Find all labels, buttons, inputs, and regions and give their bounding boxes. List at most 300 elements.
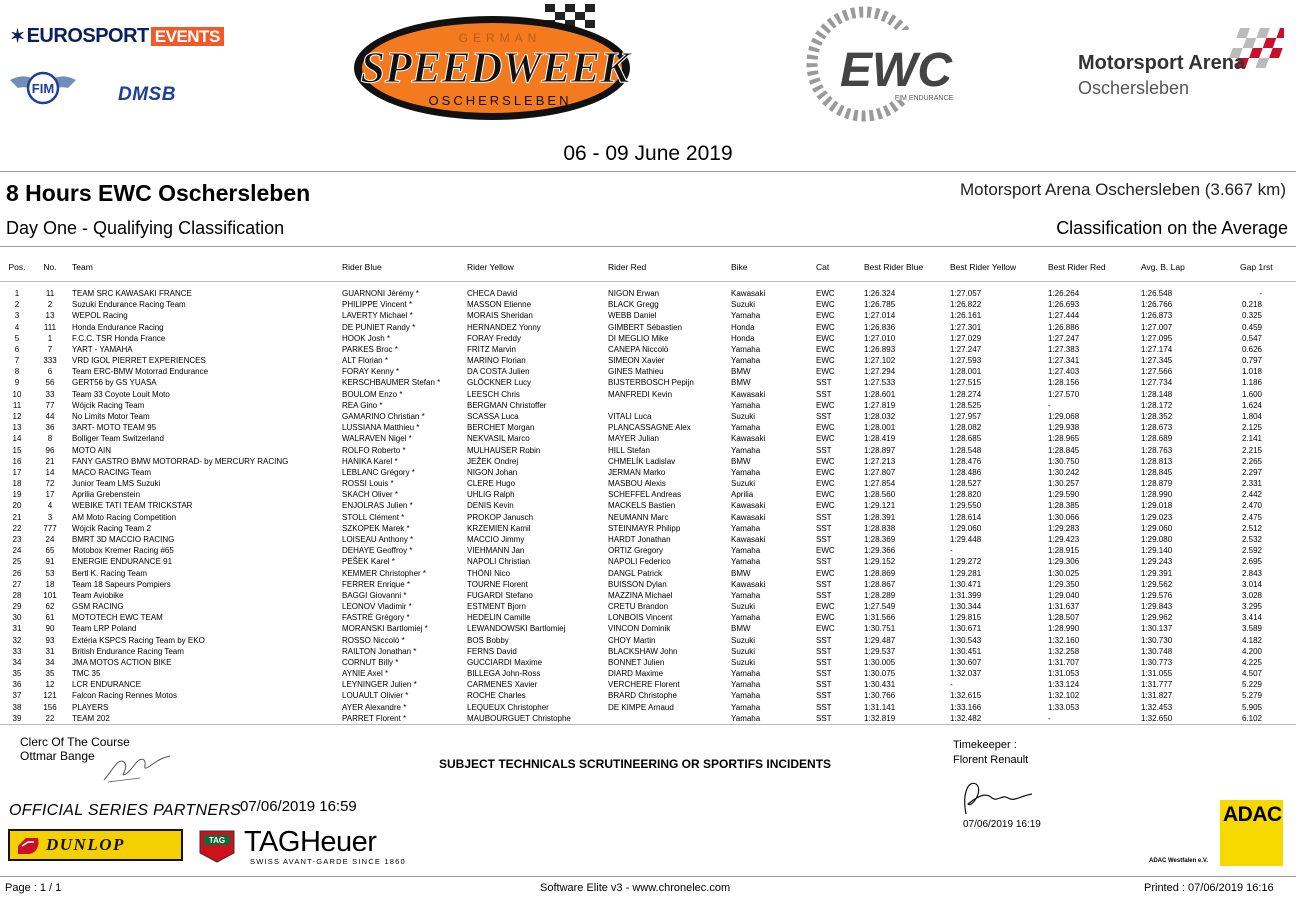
cell-best-yellow: 1:29.272 bbox=[950, 557, 982, 567]
cell-no: 56 bbox=[45, 378, 55, 388]
cell-bike: Kawasaki bbox=[731, 512, 766, 522]
cell-team: YART - YAMAHA bbox=[72, 344, 133, 354]
cell-rider-blue: HANIKA Karel * bbox=[342, 456, 398, 466]
cell-rider-blue: ROSSI Louis * bbox=[342, 479, 394, 489]
timekeeper-signature bbox=[958, 774, 1038, 818]
cell-best-red: 1:29.938 bbox=[1048, 423, 1080, 433]
cell-gap: 2.512 bbox=[1241, 523, 1262, 533]
cell-gap: 2.215 bbox=[1241, 445, 1262, 455]
cell-rider-red: ORTIZ Gregory bbox=[608, 546, 663, 556]
cell-best-yellow: 1:26.161 bbox=[950, 311, 982, 321]
cell-best-blue: 1:27.102 bbox=[864, 356, 896, 366]
cell-avg-lap: 1:27.007 bbox=[1141, 322, 1173, 332]
cell-rider-yellow: MARINO Florian bbox=[467, 356, 526, 366]
cell-gap: 0.797 bbox=[1241, 356, 1262, 366]
cell-rider-yellow: FORAY Freddy bbox=[467, 333, 521, 343]
cell-rider-yellow: LEQUEUX Christopher bbox=[467, 702, 549, 712]
cell-avg-lap: 1:28.813 bbox=[1141, 456, 1173, 466]
cell-cat: SST bbox=[816, 635, 832, 645]
cell-pos: 29 bbox=[12, 602, 22, 612]
cell-team: Team ERC-BMW Motorrad Endurance bbox=[72, 367, 209, 377]
cell-best-yellow: 1:29.060 bbox=[950, 523, 982, 533]
cell-team: British Endurance Racing Team bbox=[72, 646, 184, 656]
cell-team: AM Moto Racing Competition bbox=[72, 512, 177, 522]
cell-no: 156 bbox=[43, 702, 57, 712]
table-row bbox=[0, 377, 1296, 388]
table-row bbox=[0, 635, 1296, 646]
cell-bike: Kawasaki bbox=[731, 501, 766, 511]
cell-no: 7 bbox=[47, 344, 53, 354]
cell-rider-blue: REA Gino * bbox=[342, 400, 383, 410]
cell-rider-yellow: BERGMAN Christoffer bbox=[467, 400, 547, 410]
cell-best-yellow: 1:30.671 bbox=[950, 624, 982, 634]
cell-best-blue: 1:26.785 bbox=[864, 300, 896, 310]
table-row bbox=[0, 579, 1296, 590]
table-row bbox=[0, 478, 1296, 489]
cell-no: 777 bbox=[43, 523, 57, 533]
table-row bbox=[0, 456, 1296, 467]
cell-best-red: 1:29.350 bbox=[1048, 579, 1080, 589]
table-row bbox=[0, 422, 1296, 433]
cell-best-blue: 1:29.152 bbox=[864, 557, 896, 567]
cell-best-red: 1:32.160 bbox=[1048, 635, 1080, 645]
cell-no: 62 bbox=[45, 602, 55, 612]
cell-rider-blue: GUARNONI Jérémy * bbox=[342, 289, 419, 298]
cell-no: 14 bbox=[45, 467, 55, 477]
cell-best-red: 1:27.341 bbox=[1048, 356, 1080, 366]
cell-rider-blue: LOUAULT Olivier * bbox=[342, 691, 409, 701]
cell-team: No Limits Motor Team bbox=[72, 411, 150, 421]
cell-team: PLAYERS bbox=[72, 702, 109, 712]
cell-rider-yellow: MAUBOURGUET Christophe bbox=[467, 713, 571, 723]
cell-gap: 2.695 bbox=[1241, 557, 1262, 567]
cell-best-yellow: 1:27.247 bbox=[950, 344, 982, 354]
cell-best-blue: 1:30.431 bbox=[864, 680, 896, 690]
cell-no: 12 bbox=[45, 680, 55, 690]
subject-notice: SUBJECT TECHNICALS SCRUTINEERING OR SPORTIFS INCIDENTS bbox=[439, 757, 832, 771]
cell-rider-blue: BOULOM Enzo * bbox=[342, 389, 403, 399]
cell-cat: SST bbox=[816, 579, 832, 589]
cell-best-blue: 1:28.869 bbox=[864, 568, 896, 578]
cell-best-red: 1:31.707 bbox=[1048, 657, 1080, 667]
cell-best-red: 1:29.423 bbox=[1048, 534, 1080, 544]
cell-best-blue: 1:28.001 bbox=[864, 423, 896, 433]
cell-gap: 4.507 bbox=[1241, 669, 1262, 679]
cell-rider-blue: GAMARINO Christian * bbox=[342, 411, 425, 421]
table-row bbox=[0, 601, 1296, 612]
cell-rider-blue: LEBLANC Grégory * bbox=[342, 467, 415, 477]
cell-best-blue: 1:28.838 bbox=[864, 523, 896, 533]
cell-rider-red: LONBOIS Vincent bbox=[608, 613, 673, 623]
cell-no: 91 bbox=[45, 557, 55, 567]
cell-rider-yellow: DA COSTA Julien bbox=[467, 367, 530, 377]
cell-cat: SST bbox=[816, 657, 832, 667]
cell-rider-blue: PARRET Florent * bbox=[342, 713, 407, 723]
page-number: Page : 1 / 1 bbox=[5, 882, 62, 894]
cell-bike: Yamaha bbox=[731, 546, 761, 556]
cell-rider-blue: LAVERTY Michael * bbox=[342, 311, 413, 321]
cell-rider-yellow: UHLIG Ralph bbox=[467, 490, 515, 500]
cell-rider-red: GINES Mathieu bbox=[608, 367, 664, 377]
adac-westfalen: ADAC Westfalen e.V. bbox=[1149, 858, 1209, 864]
cell-rider-blue: KERSCHBAUMER Stefan * bbox=[342, 378, 441, 388]
cell-best-yellow: 1:28.527 bbox=[950, 479, 982, 489]
cell-bike: BMW bbox=[731, 456, 751, 466]
cell-team: FANY GASTRO BMW MOTORRAD- by MERCURY RACING bbox=[72, 456, 289, 466]
dunlop-flying-d-icon bbox=[16, 836, 40, 856]
cell-rider-blue: LUSSIANA Matthieu * bbox=[342, 423, 420, 433]
col-cat: Cat bbox=[816, 262, 830, 272]
cell-avg-lap: 1:31.055 bbox=[1141, 669, 1173, 679]
cell-best-yellow: 1:27.957 bbox=[950, 411, 982, 421]
cell-best-yellow: 1:28.685 bbox=[950, 434, 982, 444]
cell-best-yellow: 1:26.822 bbox=[950, 300, 982, 310]
table-row bbox=[0, 433, 1296, 444]
cell-best-yellow: 1:28.476 bbox=[950, 456, 982, 466]
cell-rider-blue: CORNUT Billy * bbox=[342, 657, 399, 667]
cell-avg-lap: 1:26.766 bbox=[1141, 300, 1173, 310]
cell-team: MOTO AIN bbox=[72, 445, 111, 455]
cell-best-blue: 1:27.807 bbox=[864, 467, 896, 477]
cell-best-blue: 1:30.005 bbox=[864, 657, 896, 667]
cell-pos: 14 bbox=[12, 434, 22, 444]
cell-avg-lap: 1:29.843 bbox=[1141, 602, 1173, 612]
ewc-logo bbox=[786, 0, 966, 130]
cell-team: Wójcik Racing Team 2 bbox=[72, 523, 151, 533]
cell-best-yellow: 1:28.525 bbox=[950, 400, 982, 410]
cell-cat: SST bbox=[816, 590, 832, 600]
col-team: Team bbox=[72, 262, 93, 272]
cell-best-red: 1:28.507 bbox=[1048, 613, 1080, 623]
cell-pos: 32 bbox=[12, 635, 22, 645]
cell-best-red: 1:29.306 bbox=[1048, 557, 1080, 567]
cell-pos: 12 bbox=[12, 411, 22, 421]
cell-best-blue: 1:29.366 bbox=[864, 546, 896, 556]
cell-best-yellow: 1:27.515 bbox=[950, 378, 982, 388]
cell-best-blue: 1:31.141 bbox=[864, 702, 896, 712]
cell-avg-lap: 1:29.140 bbox=[1141, 546, 1173, 556]
table-row bbox=[0, 310, 1296, 321]
cell-best-yellow: 1:27.029 bbox=[950, 333, 982, 343]
table-row bbox=[0, 322, 1296, 333]
cell-rider-red: BLACK Gregg bbox=[608, 300, 659, 310]
cell-team: Team LRP Poland bbox=[72, 624, 137, 634]
cell-best-blue: 1:27.294 bbox=[864, 367, 896, 377]
cell-cat: SST bbox=[816, 445, 832, 455]
svg-text:GERMAN: GERMAN bbox=[458, 31, 542, 45]
cell-rider-red: MACKELS Bastien bbox=[608, 501, 676, 511]
classification-type: Classification on the Average bbox=[1056, 218, 1288, 238]
cell-bike: Yamaha bbox=[731, 669, 761, 679]
cell-bike: Honda bbox=[731, 333, 755, 343]
speedweek-logo bbox=[350, 2, 640, 124]
cell-gap: 2.532 bbox=[1241, 534, 1262, 544]
cell-pos: 34 bbox=[12, 657, 22, 667]
cell-rider-red: BIJSTERBOSCH Pepijn bbox=[608, 378, 694, 388]
cell-rider-yellow: MASSON Etienne bbox=[467, 300, 532, 310]
cell-rider-yellow: VIEHMANN Jan bbox=[467, 546, 525, 556]
cell-cat: SST bbox=[816, 523, 832, 533]
cell-cat: EWC bbox=[816, 490, 835, 500]
cell-cat: SST bbox=[816, 389, 832, 399]
cell-rider-red: DE KIMPE Arnaud bbox=[608, 702, 674, 712]
cell-rider-red: CHMELÍK Ladislav bbox=[608, 456, 676, 466]
cell-best-blue: 1:27.014 bbox=[864, 311, 896, 321]
cell-avg-lap: 1:28.352 bbox=[1141, 411, 1173, 421]
cell-rider-blue: DEHAYE Geoffroy * bbox=[342, 546, 413, 556]
cell-bike: Honda bbox=[731, 322, 755, 332]
cell-avg-lap: 1:27.734 bbox=[1141, 378, 1173, 388]
cell-rider-blue: FASTRÉ Grégory * bbox=[342, 613, 410, 623]
table-row bbox=[0, 500, 1296, 511]
cell-cat: SST bbox=[816, 680, 832, 690]
col-best-red: Best Rider Red bbox=[1048, 262, 1106, 272]
table-row bbox=[0, 389, 1296, 400]
cell-no: 90 bbox=[45, 624, 55, 634]
cell-rider-yellow: ROCHE Charles bbox=[467, 691, 526, 701]
cell-best-red: 1:29.040 bbox=[1048, 590, 1080, 600]
cell-avg-lap: 1:31.777 bbox=[1141, 680, 1173, 690]
tagheuer-logo: TAGHeuer bbox=[244, 826, 377, 858]
cell-rider-blue: AYNIE Axel * bbox=[342, 669, 389, 679]
cell-rider-yellow: BOS Bobby bbox=[467, 635, 509, 645]
cell-cat: EWC bbox=[816, 568, 835, 578]
col-best-blue: Best Rider Blue bbox=[864, 262, 924, 272]
cell-best-yellow: 1:29.448 bbox=[950, 534, 982, 544]
cell-rider-red: VINCON Dominik bbox=[608, 624, 671, 634]
cell-gap: 0.325 bbox=[1241, 311, 1262, 321]
cell-avg-lap: 1:28.879 bbox=[1141, 479, 1173, 489]
col-rider-yellow: Rider Yellow bbox=[467, 262, 514, 272]
cell-rider-blue: SZKOPEK Marek * bbox=[342, 523, 410, 533]
cell-rider-yellow: BERCHET Morgan bbox=[467, 423, 535, 433]
table-row bbox=[0, 623, 1296, 634]
cell-rider-yellow: BILLEGA John-Ross bbox=[467, 669, 541, 679]
cell-cat: EWC bbox=[816, 367, 835, 377]
cell-bike: Yamaha bbox=[731, 680, 761, 690]
cell-team: WEBIKE TATI TEAM TRICKSTAR bbox=[72, 501, 193, 511]
cell-best-blue: 1:27.854 bbox=[864, 479, 896, 489]
table-row bbox=[0, 400, 1296, 411]
dunlop-text: DUNLOP bbox=[46, 835, 125, 854]
cell-avg-lap: 1:30.748 bbox=[1141, 646, 1173, 656]
cell-bike: Aprilia bbox=[731, 490, 754, 500]
dmsb-logo: DMSB bbox=[118, 84, 176, 105]
cell-rider-yellow: CHECA David bbox=[467, 289, 518, 298]
cell-rider-red: CHOY Martin bbox=[608, 635, 656, 645]
cell-best-red: 1:29.068 bbox=[1048, 411, 1080, 421]
adac-logo bbox=[1220, 800, 1283, 866]
cell-avg-lap: 1:30.730 bbox=[1141, 635, 1173, 645]
cell-rider-yellow: CLERE Hugo bbox=[467, 479, 516, 489]
cell-best-red: 1:28.385 bbox=[1048, 501, 1080, 511]
cell-rider-red: HILL Stefan bbox=[608, 445, 650, 455]
cell-bike: Yamaha bbox=[731, 311, 761, 321]
table-row bbox=[0, 690, 1296, 701]
cell-no: 93 bbox=[45, 635, 55, 645]
cell-best-red: 1:30.750 bbox=[1048, 456, 1080, 466]
cell-gap: 0.218 bbox=[1241, 300, 1262, 310]
table-row bbox=[0, 646, 1296, 657]
cell-cat: EWC bbox=[816, 356, 835, 366]
cell-rider-red: VERCHERE Florent bbox=[608, 680, 680, 690]
table-row bbox=[0, 612, 1296, 623]
cell-best-yellow: - bbox=[950, 680, 953, 690]
cell-pos: 7 bbox=[14, 356, 20, 366]
table-row bbox=[0, 355, 1296, 366]
cell-team: MACO RACING Team bbox=[72, 467, 151, 477]
cell-rider-blue: ENJOLRAS Julien * bbox=[342, 501, 413, 511]
cell-pos: 38 bbox=[12, 702, 22, 712]
cell-best-yellow: 1:28.486 bbox=[950, 467, 982, 477]
cell-pos: 27 bbox=[12, 579, 22, 589]
cell-team: 3ART- MOTO TEAM 95 bbox=[72, 423, 157, 433]
cell-best-blue: 1:29.537 bbox=[864, 646, 896, 656]
cell-cat: EWC bbox=[816, 300, 835, 310]
cell-no: 101 bbox=[43, 590, 57, 600]
cell-no: 72 bbox=[45, 479, 55, 489]
cell-rider-yellow: MORAIS Sheridan bbox=[467, 311, 533, 321]
cell-team: Falcon Racing Rennes Motos bbox=[72, 691, 177, 701]
cell-rider-red: CRETU Brandon bbox=[608, 602, 669, 612]
cell-cat: EWC bbox=[816, 479, 835, 489]
cell-best-red: 1:32.102 bbox=[1048, 691, 1080, 701]
cell-best-blue: 1:26.893 bbox=[864, 344, 896, 354]
cell-avg-lap: 1:31.827 bbox=[1141, 691, 1173, 701]
cell-rider-blue: DE PUNIET Randy * bbox=[342, 322, 416, 332]
cell-rider-yellow: NIGON Johan bbox=[467, 467, 518, 477]
cell-best-red: 1:32.258 bbox=[1048, 646, 1080, 656]
cell-rider-yellow: FUGARDI Stefano bbox=[467, 590, 533, 600]
cell-rider-yellow: FRITZ Marvin bbox=[467, 344, 516, 354]
cell-bike: BMW bbox=[731, 367, 751, 377]
cell-rider-red: DIARD Maxime bbox=[608, 669, 664, 679]
cell-best-red: 1:26.693 bbox=[1048, 300, 1080, 310]
cell-rider-blue: ALT Florian * bbox=[342, 356, 388, 366]
cell-pos: 28 bbox=[12, 590, 22, 600]
cell-rider-blue: FERRER Enrique * bbox=[342, 579, 411, 589]
divider bbox=[0, 724, 1296, 725]
cell-no: 11 bbox=[45, 289, 55, 298]
cell-team: Suzuki Endurance Racing Team bbox=[72, 300, 186, 310]
cell-rider-yellow: MACCIO Jimmy bbox=[467, 534, 525, 544]
col-best-yellow: Best Rider Yellow bbox=[950, 262, 1017, 272]
cell-bike: Suzuki bbox=[731, 646, 756, 656]
table-row bbox=[0, 288, 1296, 299]
cell-rider-red: NIGON Erwan bbox=[608, 289, 660, 298]
cell-team: Aprilia Grebenstein bbox=[72, 490, 141, 500]
cell-bike: Kawasaki bbox=[731, 289, 766, 298]
cell-best-red: 1:30.066 bbox=[1048, 512, 1080, 522]
cell-team: Junior Team LMS Suzuki bbox=[72, 479, 161, 489]
cell-rider-red: SCHEFFEL Andreas bbox=[608, 490, 682, 500]
cell-best-yellow: - bbox=[950, 546, 953, 556]
cell-rider-yellow: HERNANDEZ Yonny bbox=[467, 322, 541, 332]
timekeeper-name: Florent Renault bbox=[953, 754, 1029, 766]
cell-best-yellow: 1:27.057 bbox=[950, 289, 982, 298]
cell-bike: Kawasaki bbox=[731, 534, 766, 544]
cell-rider-blue: ROLFO Roberto * bbox=[342, 445, 406, 455]
cell-pos: 39 bbox=[12, 713, 22, 723]
cell-rider-yellow: SCASSA Luca bbox=[467, 411, 519, 421]
divider bbox=[0, 281, 1296, 282]
cell-rider-blue: PHILIPPE Vincent * bbox=[342, 300, 413, 310]
cell-best-yellow: 1:28.820 bbox=[950, 490, 982, 500]
cell-no: 65 bbox=[45, 546, 55, 556]
cell-rider-blue: PEŠEK Karel * bbox=[342, 557, 395, 567]
cell-team: Motobox Kremer Racing #65 bbox=[72, 546, 174, 556]
cell-best-red: 1:28.965 bbox=[1048, 434, 1080, 444]
cell-team: Extéria KSPCS Racing Team by EKO bbox=[72, 635, 205, 645]
cell-cat: EWC bbox=[816, 434, 835, 444]
cell-bike: Suzuki bbox=[731, 300, 756, 310]
cell-no: 21 bbox=[45, 456, 55, 466]
cell-no: 1 bbox=[47, 333, 53, 343]
table-row bbox=[0, 512, 1296, 523]
cell-cat: EWC bbox=[816, 456, 835, 466]
cell-no: 121 bbox=[43, 691, 57, 701]
cell-rider-red: BONNET Julien bbox=[608, 657, 665, 667]
cell-rider-yellow: KRZEMIEN Kamil bbox=[467, 523, 531, 533]
cell-best-blue: 1:31.566 bbox=[864, 613, 896, 623]
cell-gap: 2.265 bbox=[1241, 456, 1262, 466]
software-credit: Software Elite v3 - www.chronelec.com bbox=[540, 882, 731, 894]
cell-best-blue: 1:26.324 bbox=[864, 289, 896, 298]
cell-team: Wójcik Racing Team bbox=[72, 400, 145, 410]
cell-gap: 3.414 bbox=[1241, 613, 1262, 623]
cell-team: F.C.C. TSR Honda France bbox=[72, 333, 166, 343]
cell-avg-lap: 1:28.845 bbox=[1141, 467, 1173, 477]
cell-avg-lap: 1:29.243 bbox=[1141, 557, 1173, 567]
cell-no: 34 bbox=[45, 657, 55, 667]
session-title: Day One - Qualifying Classification bbox=[6, 218, 285, 238]
cell-best-blue: 1:30.766 bbox=[864, 691, 896, 701]
table-row bbox=[0, 366, 1296, 377]
cell-gap: 2.141 bbox=[1241, 434, 1262, 444]
cell-team: ENERGIE ENDURANCE 91 bbox=[72, 557, 173, 567]
cell-rider-red: STEINMAYR Philipp bbox=[608, 523, 681, 533]
cell-rider-yellow: LEWANDOWSKI Bartlomiej bbox=[467, 624, 566, 634]
cell-pos: 17 bbox=[12, 467, 22, 477]
cell-best-yellow: 1:30.471 bbox=[950, 579, 982, 589]
cell-cat: EWC bbox=[816, 501, 835, 511]
cell-rider-yellow: GLÖCKNER Lucy bbox=[467, 378, 532, 388]
cell-rider-red: MAZZINA Michael bbox=[608, 590, 673, 600]
cell-avg-lap: 1:28.673 bbox=[1141, 423, 1173, 433]
cell-gap: 2.442 bbox=[1241, 490, 1262, 500]
cell-pos: 36 bbox=[12, 680, 22, 690]
cell-best-blue: 1:26.836 bbox=[864, 322, 896, 332]
cell-rider-yellow: FERNS David bbox=[467, 646, 517, 656]
cell-no: 31 bbox=[45, 646, 55, 656]
cell-bike: Yamaha bbox=[731, 613, 761, 623]
cell-team: TEAM SRC KAWASAKI FRANCE bbox=[72, 289, 192, 298]
cell-avg-lap: 1:32.650 bbox=[1141, 713, 1173, 723]
cell-rider-blue: LEYNINGER Julien * bbox=[342, 680, 417, 690]
cell-gap: 2.125 bbox=[1241, 423, 1262, 433]
cell-best-red: 1:26.886 bbox=[1048, 322, 1080, 332]
cell-avg-lap: 1:28.148 bbox=[1141, 389, 1173, 399]
cell-cat: EWC bbox=[816, 624, 835, 634]
cell-best-red: 1:28.845 bbox=[1048, 445, 1080, 455]
cell-gap: 5.229 bbox=[1241, 680, 1262, 690]
cell-gap: 6.102 bbox=[1241, 713, 1262, 723]
cell-pos: 2 bbox=[14, 300, 20, 310]
cell-pos: 24 bbox=[12, 546, 22, 556]
cell-pos: 4 bbox=[14, 322, 20, 332]
printed-date: Printed : 07/06/2019 16:16 bbox=[1144, 882, 1274, 894]
cell-cat: SST bbox=[816, 512, 832, 522]
